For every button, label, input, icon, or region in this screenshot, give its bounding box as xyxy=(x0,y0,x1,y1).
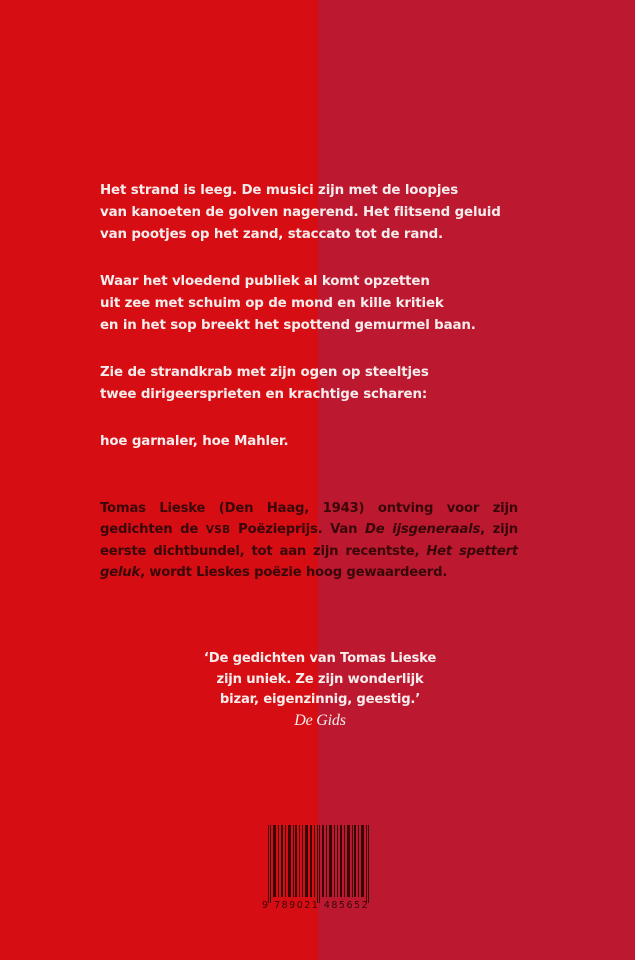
barcode-bars-icon xyxy=(262,825,380,905)
bio-prize-abbr: VSB xyxy=(205,524,231,536)
poem-line: uit zee met schuim op de mond en kille kritiek xyxy=(100,296,444,311)
bio-text: Tomas Lieske (Den Haag, 1943) ontving voor zijn gedichten de xyxy=(100,501,518,537)
poem-stanza-1 xyxy=(100,180,540,246)
poem-stanza-3 xyxy=(100,362,540,406)
poem-line: en in het sop breekt het spottend gemurmel baan. xyxy=(100,318,476,333)
quote-source: De Gids xyxy=(294,711,346,729)
poem-line: Zie de strandkrab met zijn ogen op steeltjes xyxy=(100,365,429,380)
bio-text: Poëzieprijs. Van xyxy=(230,522,366,537)
bio-book-title: Het spettert geluk xyxy=(100,544,518,580)
poem-line: van pootjes op het zand, staccato tot de rand. xyxy=(100,227,443,242)
poem xyxy=(100,180,540,478)
quote-line: bizar, eigenzinnig, geestig.’ xyxy=(219,692,421,707)
bio-book-title: De ijsgeneraals xyxy=(365,522,481,537)
poem-line: hoe garnaler, hoe Mahler. xyxy=(100,434,289,449)
author-bio xyxy=(100,498,518,583)
bio-text: , wordt Lieskes poëzie hoog gewaardeerd. xyxy=(140,565,448,580)
quote-line: zijn uniek. Ze zijn wonderlijk xyxy=(216,671,424,687)
bio-text: , zijn eerste dichtbundel, tot aan zijn recentste, xyxy=(100,522,518,559)
cover-right-panel xyxy=(318,0,635,960)
poem-line: van kanoeten de golven nagerend. Het flitsend geluid xyxy=(100,205,501,220)
quote-line: ‘De gedichten van Tomas Lieske xyxy=(203,651,437,666)
poem-stanza-2 xyxy=(100,271,540,337)
poem-line: Waar het vloedend publiek al komt opzetten xyxy=(100,274,430,289)
isbn-number: 9 789021 485652 xyxy=(262,900,370,911)
isbn-barcode xyxy=(262,825,380,915)
poem-line: twee dirigeersprieten en krachtige scharen: xyxy=(100,387,428,402)
review-quote xyxy=(200,649,440,731)
poem-line: Het strand is leeg. De musici zijn met de loopjes xyxy=(100,183,459,198)
poem-stanza-4 xyxy=(100,431,540,453)
